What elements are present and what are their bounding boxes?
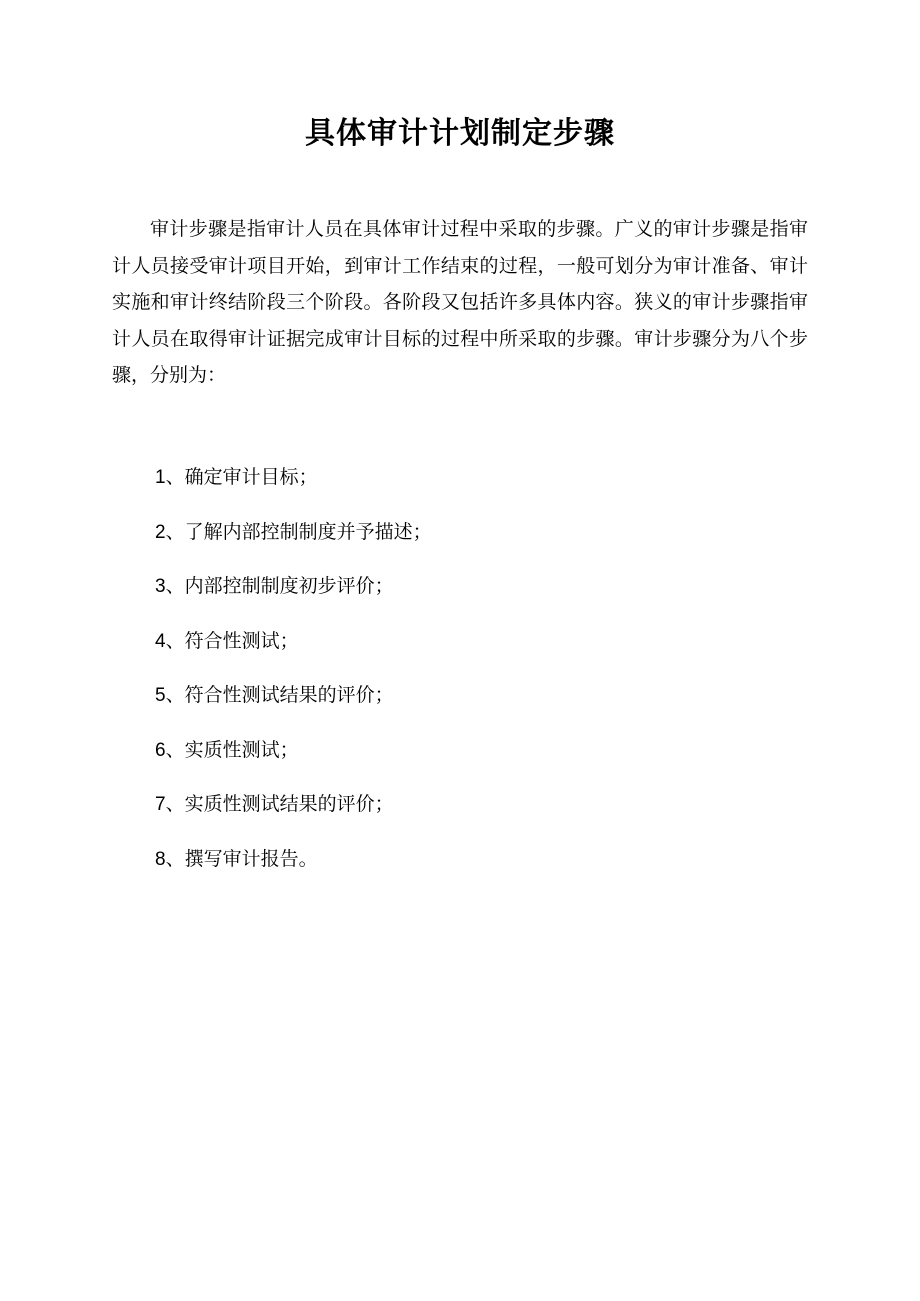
step-number: 7 [155, 794, 166, 815]
step-text: 、实质性测试结果的评价； [165, 793, 394, 815]
step-item-3 [155, 568, 795, 623]
step-number: 1 [155, 467, 166, 488]
step-text: 、符合性测试； [165, 629, 299, 652]
step-number: 6 [155, 739, 166, 761]
step-item-2 [155, 514, 795, 569]
step-number: 2 [155, 521, 166, 543]
step-text: 、了解内部控制制度并予描述； [165, 520, 432, 543]
step-number: 5 [155, 685, 166, 706]
step-text: 、确定审计目标； [165, 466, 318, 488]
step-text: 、实质性测试； [165, 738, 299, 761]
step-item-6 [155, 732, 795, 787]
document-title: 具体审计计划制定步骤 [305, 116, 615, 151]
step-text: 、符合性测试结果的评价； [165, 684, 394, 706]
step-number: 4 [155, 630, 166, 652]
step-item-8 [155, 841, 795, 896]
step-number: 8 [155, 848, 166, 870]
step-item-4 [155, 623, 795, 678]
intro-paragraph: 审计步骤是指审计人员在具体审计过程中采取的步骤。广义的审计步骤是指审计人员接受审计项目开始，到审计工作结束的过程，一般可划分为审计准备、审计实施和审计终结阶段三个阶段。各阶段又包括许多具体内容。狭义的审计步骤指审计人员在取得审计证据完成审计目标的过程中所采取的步骤。审计步骤分为八个步骤，分别为： [112, 218, 808, 387]
step-item-5 [155, 677, 795, 732]
step-number: 3 [155, 576, 166, 597]
step-list [155, 459, 795, 895]
step-text: 、撰写审计报告。 [165, 847, 318, 870]
step-item-7 [155, 786, 795, 841]
step-text: 、内部控制制度初步评价； [165, 575, 394, 597]
step-item-1 [155, 459, 795, 514]
